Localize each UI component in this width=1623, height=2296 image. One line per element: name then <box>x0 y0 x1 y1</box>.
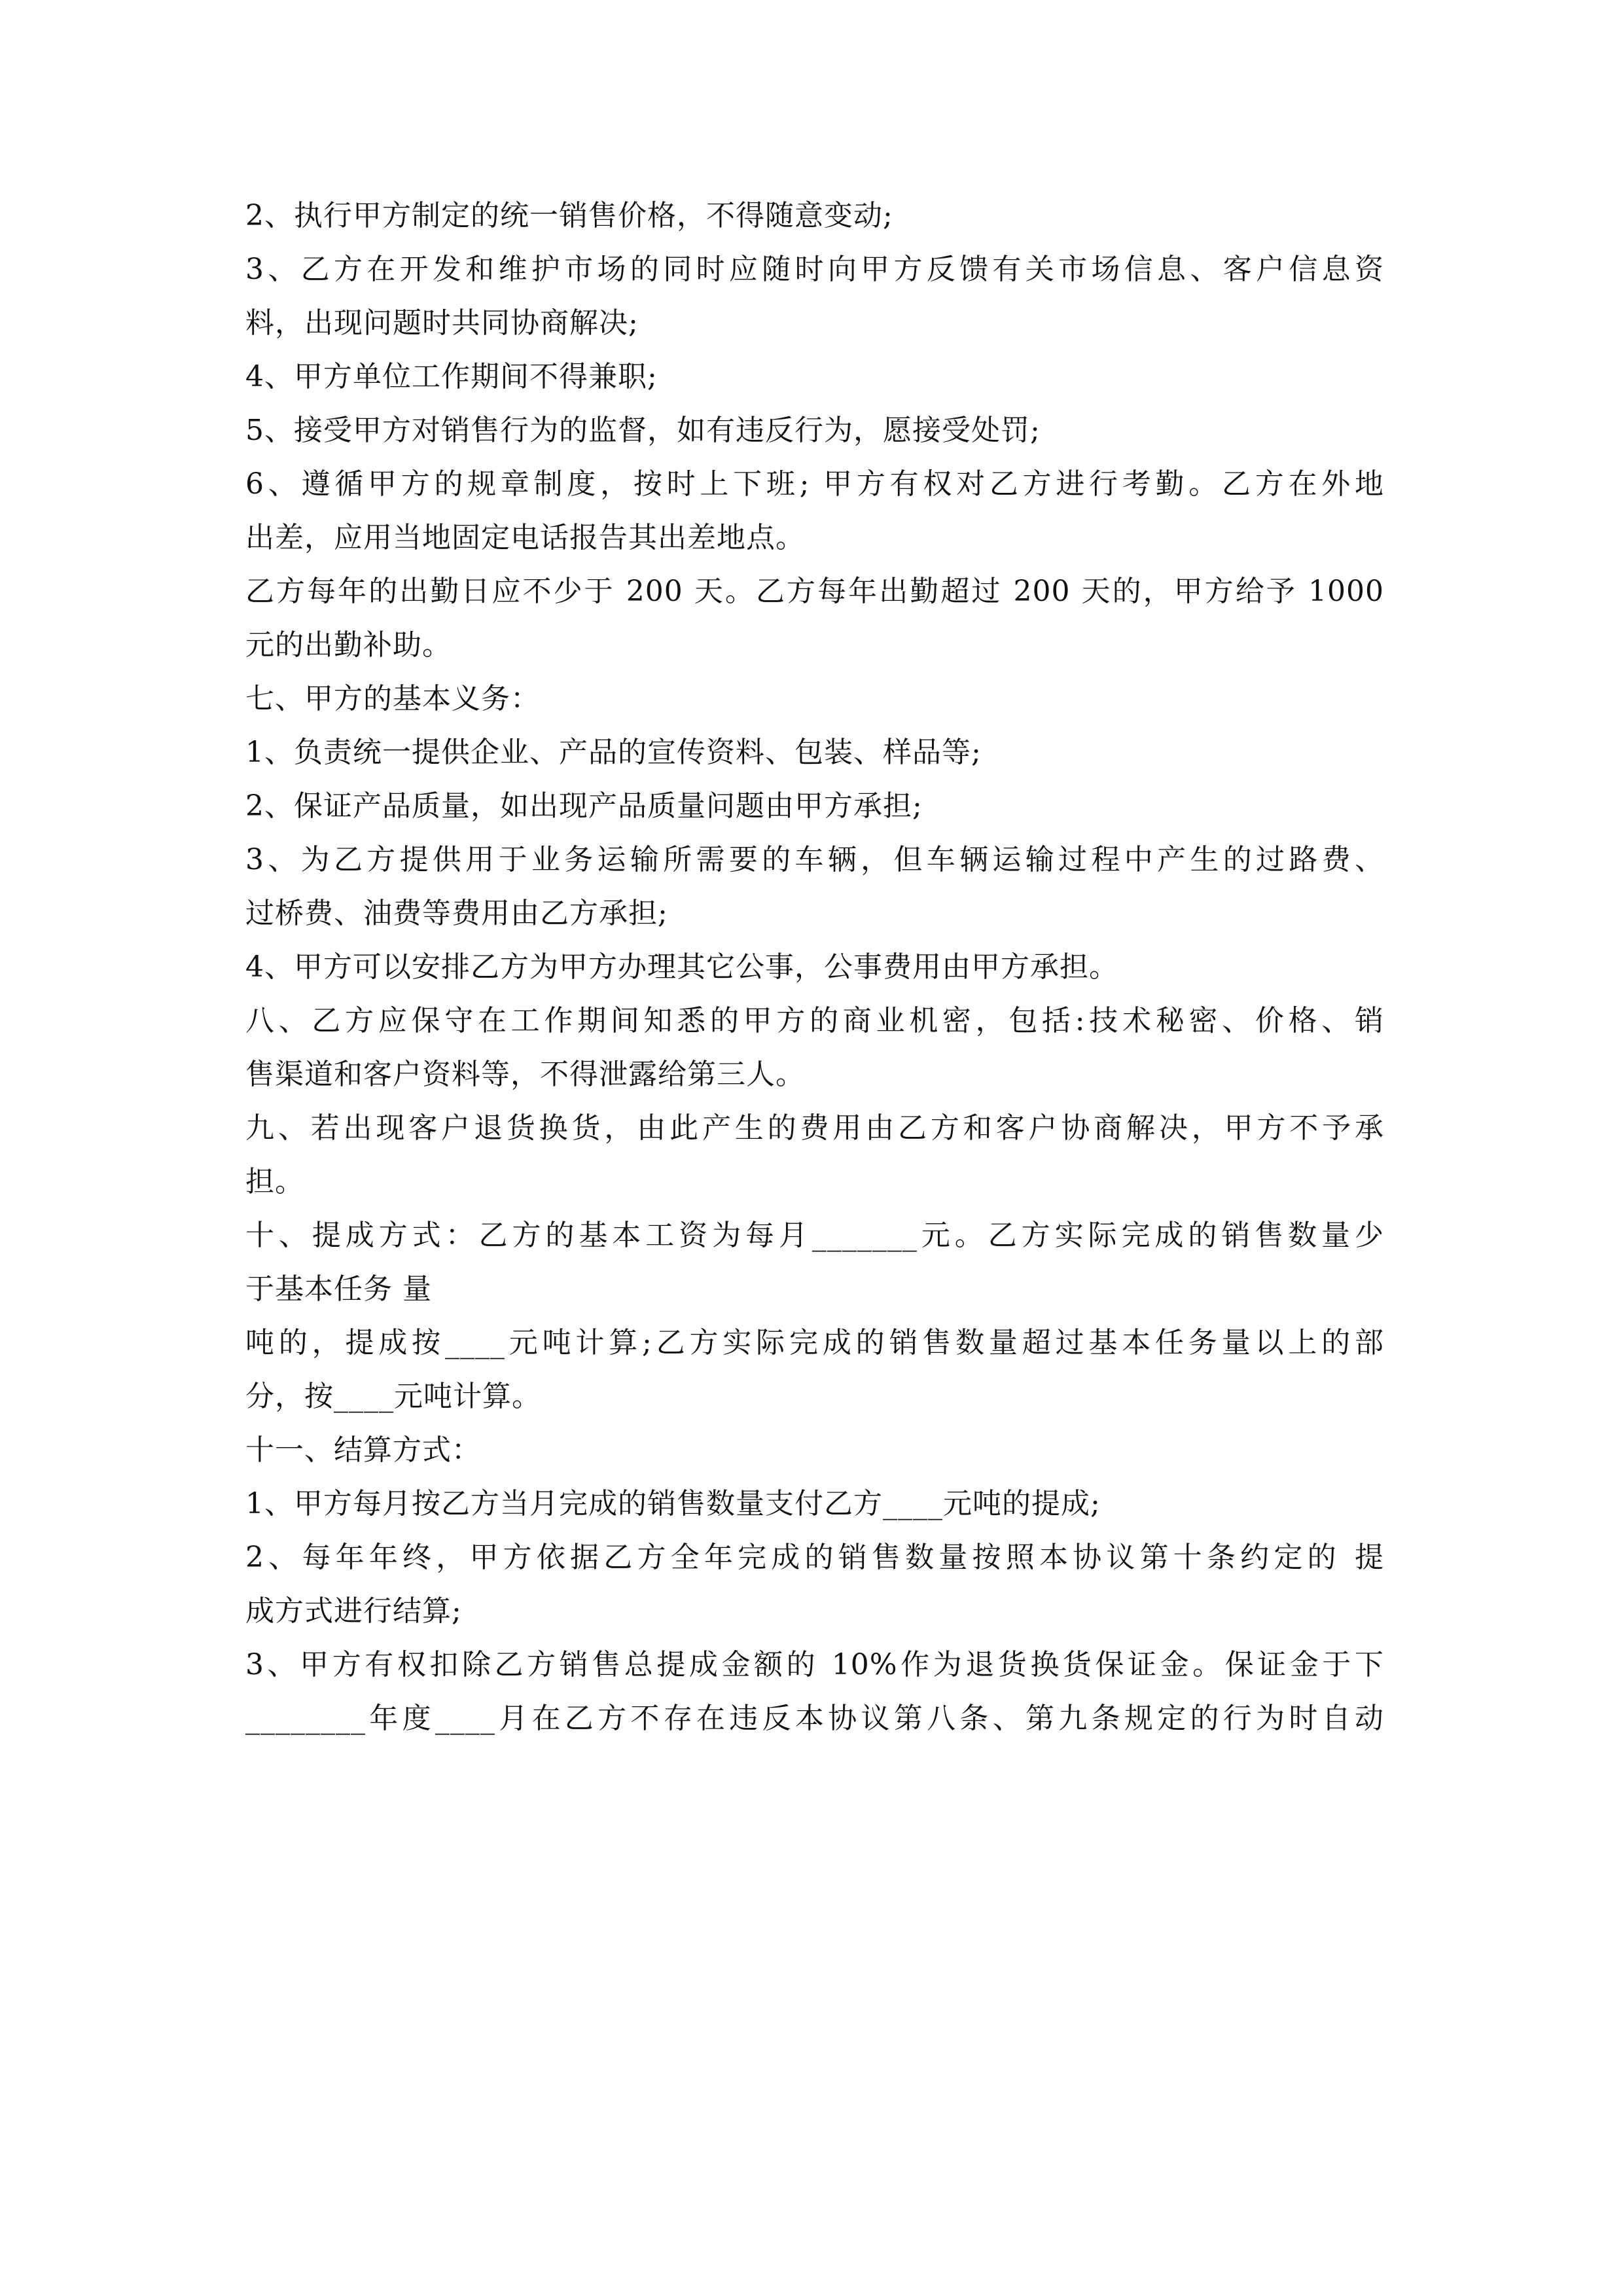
text-line: 料，出现问题时共同协商解决; <box>245 306 639 340</box>
text-line: 2、执行甲方制定的统一销售价格，不得随意变动; <box>245 199 893 232</box>
section-heading: 十一、结算方式： <box>245 1433 481 1467</box>
text-line: 3、乙方在开发和维护市场的同时应随时向甲方反馈有关市场信息、客户信息资 <box>245 253 1384 286</box>
text-line: 元的出勤补助。 <box>245 628 452 662</box>
text-line: 成方式进行结算; <box>245 1594 462 1628</box>
text-line: 5、接受甲方对销售行为的监督，如有违反行为，愿接受处罚; <box>245 414 1041 447</box>
text-line: 于基本任务 量 <box>245 1272 432 1306</box>
text-line: 售渠道和客户资料等，不得泄露给第三人。 <box>245 1058 805 1091</box>
text-line: 4、甲方单位工作期间不得兼职; <box>245 360 658 393</box>
text-line: 6、遵循甲方的规章制度，按时上下班; 甲方有权对乙方进行考勤。乙方在外地 <box>245 467 1384 501</box>
text-line: 4、甲方可以安排乙方为甲方办理其它公事，公事费用由甲方承担。 <box>245 950 1118 984</box>
section-heading: 九、若出现客户退货换货，由此产生的费用由乙方和客户协商解决，甲方不予承 <box>245 1111 1384 1145</box>
section-heading: 十、提成方式：乙方的基本工资为每月_______元。乙方实际完成的销售数量少 <box>245 1219 1384 1252</box>
section-heading: 七、甲方的基本义务： <box>245 682 540 715</box>
text-line: 1、甲方每月按乙方当月完成的销售数量支付乙方____元吨的提成; <box>245 1487 1101 1520</box>
text-line: 3、为乙方提供用于业务运输所需要的车辆，但车辆运输过程中产生的过路费、 <box>245 843 1384 876</box>
text-line: 分，按____元吨计算。 <box>245 1380 541 1413</box>
text-line: 2、每年年终，甲方依据乙方全年完成的销售数量按照本协议第十条约定的 提 <box>245 1541 1384 1574</box>
text-line: 担。 <box>245 1165 304 1198</box>
text-line: 过桥费、油费等费用由乙方承担; <box>245 897 668 930</box>
text-line: 乙方每年的出勤日应不少于 200 天。乙方每年出勤超过 200 天的，甲方给予 1000 <box>245 575 1384 608</box>
text-line: 1、负责统一提供企业、产品的宣传资料、包装、样品等; <box>245 736 982 769</box>
section-heading: 八、乙方应保守在工作期间知悉的甲方的商业机密，包括:技术秘密、价格、销 <box>245 1004 1384 1037</box>
text-line: 3、甲方有权扣除乙方销售总提成金额的 10%作为退货换货保证金。保证金于下 <box>245 1648 1384 1681</box>
text-line: 出差，应用当地固定电话报告其出差地点。 <box>245 521 805 554</box>
text-line: 吨的，提成按____元吨计算;乙方实际完成的销售数量超过基本任务量以上的部 <box>245 1326 1384 1359</box>
text-line: 2、保证产品质量，如出现产品质量问题由甲方承担; <box>245 789 923 823</box>
text-line: ________年度____月在乙方不存在违反本协议第八条、第九条规定的行为时自动 <box>245 1702 1384 1735</box>
document-body <box>245 200 1384 1756</box>
